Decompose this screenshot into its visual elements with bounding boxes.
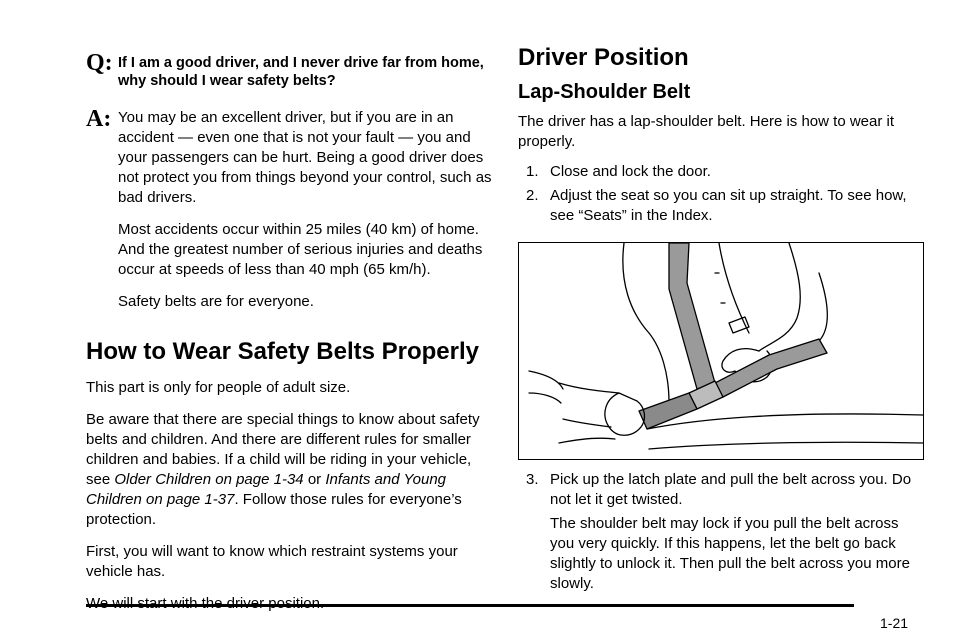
paragraph-adult-size: This part is only for people of adult size. — [86, 379, 351, 396]
text-span: Be aware that there are special things to know about safety belts and children. And there are different rules for smaller children and babies. If a child will be riding in your vehicle, see — [86, 411, 480, 488]
arm-outline — [563, 419, 611, 427]
buckle — [639, 393, 697, 429]
step-number: 3. — [526, 471, 539, 488]
cuff-outline — [529, 371, 563, 403]
page-number: 1-21 — [880, 615, 909, 631]
answer-block — [86, 106, 494, 312]
seatbelt-drawing — [519, 243, 923, 459]
step-item — [518, 162, 926, 182]
subheading-lap-shoulder-belt: Lap-Shoulder Belt — [518, 81, 691, 103]
torso-outline — [623, 243, 669, 403]
shoulder-strap-guide — [729, 317, 749, 333]
question-text: If I am a good driver, and I never drive far from home, why should I wear safety belts? — [118, 55, 484, 89]
step-note: The shoulder belt may lock if you pull the belt across you very quickly. If this happens, let the belt go back slightly to unlock it. Then pull the belt across you more slowly. — [550, 515, 910, 592]
step-text: Close and lock the door. — [550, 163, 711, 180]
answer-paragraph: Safety belts are for everyone. — [118, 293, 314, 310]
hand-outline — [605, 393, 645, 435]
step-number: 1. — [526, 163, 539, 180]
leg-outline — [559, 438, 615, 443]
paragraph-restraint-systems: First, you will want to know which restraint systems your vehicle has. — [86, 543, 458, 580]
right-column — [518, 44, 926, 598]
question-mark-label: Q: — [86, 50, 113, 76]
section-heading-how-to-wear: How to Wear Safety Belts Properly — [86, 338, 479, 365]
leg-outline — [647, 414, 923, 429]
leg-outline — [649, 442, 923, 449]
step-number: 2. — [526, 187, 539, 204]
answer-paragraph: You may be an excellent driver, but if you are in an accident — even one that is not your fault — you and your passengers can be hurt. Being a good driver does not protect you from things beyond your control, such as bad drivers. — [118, 109, 492, 206]
arm-outline — [559, 383, 619, 393]
step-text: Pick up the latch plate and pull the belt across you. Do not let it get twisted. — [550, 471, 912, 508]
arm-outline — [819, 273, 827, 341]
paragraph-children-reference — [86, 410, 494, 530]
seatbelt-illustration — [518, 242, 924, 460]
question-block — [86, 50, 494, 90]
arm-outline — [759, 243, 800, 351]
paragraph-driver-intro: The driver has a lap-shoulder belt. Here is how to wear it properly. — [518, 113, 895, 150]
section-heading-driver-position: Driver Position — [518, 44, 689, 71]
shoulder-belt — [669, 243, 715, 389]
link-infants-young-children[interactable]: Infants and Young Children on page 1-37 — [86, 471, 447, 508]
link-older-children[interactable]: Older Children on page 1-34 — [114, 471, 304, 488]
footer-divider — [86, 604, 854, 607]
step-text: Adjust the seat so you can sit up straight. To see how, see “Seats” in the Index. — [550, 187, 907, 224]
steps-list-continued — [518, 470, 926, 594]
torso-outline — [719, 243, 749, 333]
answer-body — [118, 106, 494, 312]
step-item — [518, 186, 926, 226]
answer-paragraph: Most accidents occur within 25 miles (40 km) of home. And the greatest number of serious injuries and deaths occur at speeds of less than 40 mph (65 km/h). — [118, 221, 483, 278]
answer-mark-label: A: — [86, 106, 112, 132]
left-column — [86, 50, 494, 626]
steps-list — [518, 162, 926, 226]
step-item — [518, 470, 926, 594]
lap-belt — [715, 339, 827, 397]
text-span: . Follow those rules for everyone’s protection. — [86, 491, 462, 528]
text-span: or — [303, 471, 326, 488]
shirt-buttons — [715, 273, 725, 303]
